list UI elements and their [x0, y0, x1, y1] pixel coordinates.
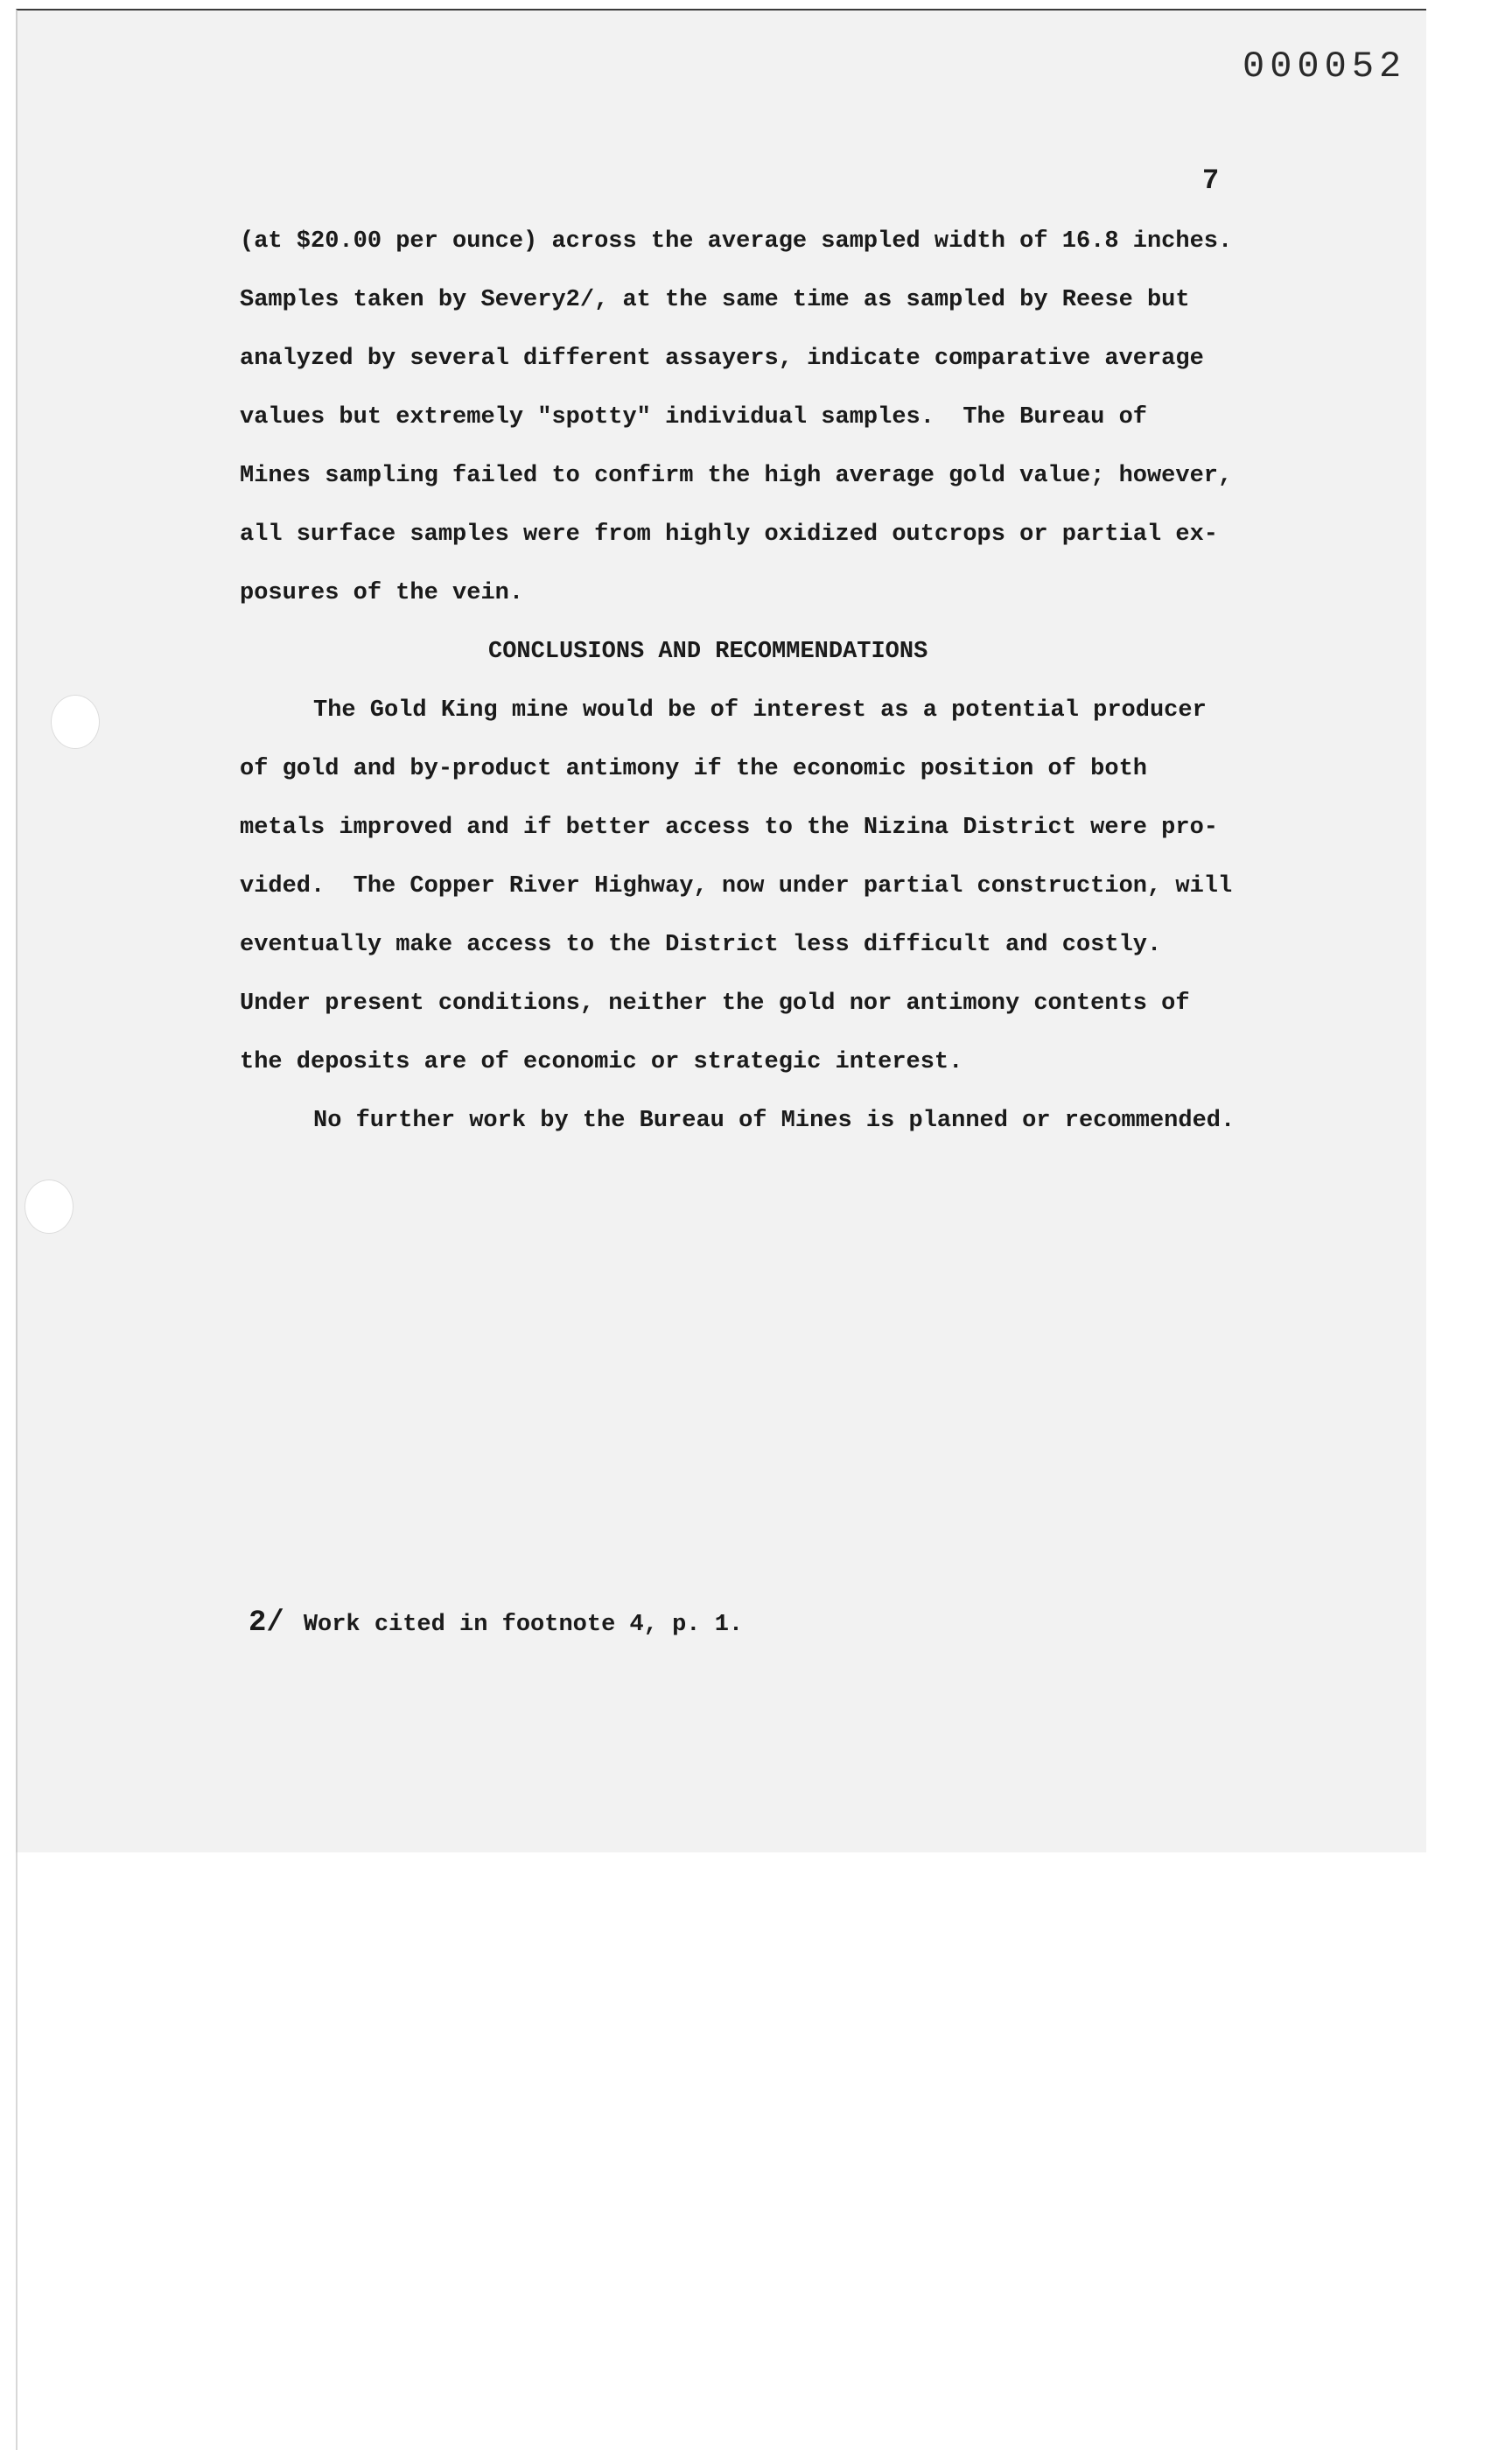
- punch-hole: [24, 1180, 74, 1234]
- text-line: The Gold King mine would be of interest as a potential producer: [313, 697, 1207, 724]
- footnote: [248, 1608, 743, 1638]
- footnote-text: Work cited in footnote 4, p. 1.: [303, 1612, 744, 1638]
- text-line: the deposits are of economic or strategic interest.: [240, 1049, 963, 1075]
- text-line: vided. The Copper River Highway, now under partial construction, will: [240, 873, 1233, 900]
- page-edge: [16, 1852, 18, 2450]
- document-number: 000052: [1242, 46, 1407, 88]
- text-line: metals improved and if better access to the Nizina District were pro-: [240, 815, 1218, 841]
- text-line: eventually make access to the District less difficult and costly.: [240, 932, 1162, 958]
- punch-hole: [51, 695, 100, 749]
- text-line: values but extremely "spotty" individual samples. The Bureau of: [240, 404, 1147, 430]
- text-line: of gold and by-product antimony if the economic position of both: [240, 756, 1147, 782]
- page-number: 7: [1202, 164, 1220, 197]
- text-line: Samples taken by Severy2/, at the same time as sampled by Reese but: [240, 287, 1190, 313]
- text-line: No further work by the Bureau of Mines is planned or recommended.: [313, 1108, 1236, 1134]
- text-line: (at $20.00 per ounce) across the average sampled width of 16.8 inches.: [240, 228, 1233, 255]
- document-page: [16, 9, 1426, 1852]
- section-heading: CONCLUSIONS AND RECOMMENDATIONS: [488, 639, 928, 665]
- text-line: analyzed by several different assayers, indicate comparative average: [240, 346, 1204, 372]
- text-line: posures of the vein.: [240, 580, 524, 606]
- text-line: all surface samples were from highly oxidized outcrops or partial ex-: [240, 522, 1218, 548]
- footnote-mark: 2/: [248, 1606, 284, 1640]
- text-line: Under present conditions, neither the gold nor antimony contents of: [240, 990, 1190, 1017]
- text-line: Mines sampling failed to confirm the high average gold value; however,: [240, 463, 1233, 489]
